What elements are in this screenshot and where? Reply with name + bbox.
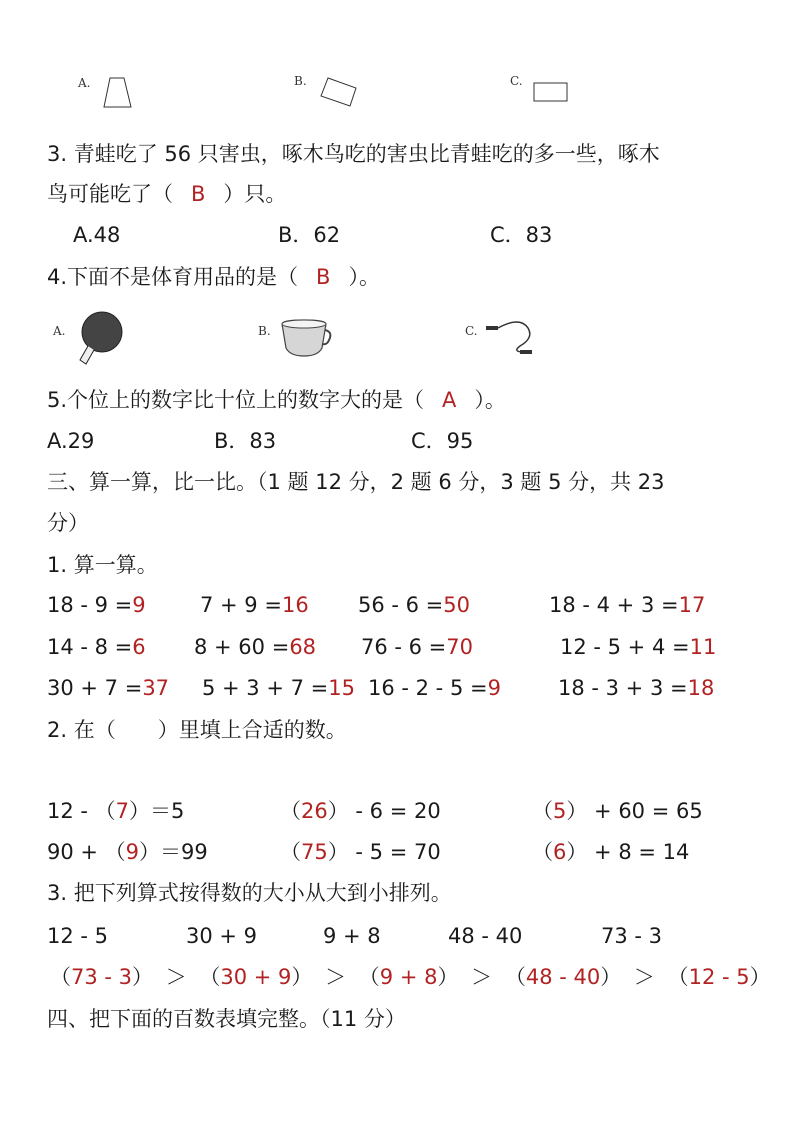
q5-option-a: A.29 [47, 429, 95, 453]
q4-answer: B [316, 265, 331, 289]
expr-1: 12 - 5 [47, 924, 109, 948]
ping-pong-paddle-icon [74, 310, 124, 370]
expr-4: 48 - 40 [448, 924, 523, 948]
calc-r1c2: 7 + 9 =16 [200, 593, 309, 617]
q4-option-c-label: C. [465, 324, 478, 338]
fill-r2c2: （75） - 5 = 70 [280, 840, 441, 864]
expr-2: 30 + 9 [186, 924, 258, 948]
q4-option-a-label: A. [53, 324, 66, 338]
calc-r1c1: 18 - 9 =9 [47, 593, 146, 617]
q3-line2: 鸟可能吃了（ B ）只。 [47, 182, 287, 206]
fill-r1c2: （26） - 6 = 20 [280, 799, 441, 823]
section4-title: 四、把下面的百数表填完整。（11 分） [47, 1007, 406, 1031]
teacup-icon [278, 318, 334, 360]
calc-r3c1: 30 + 7 =37 [47, 676, 170, 700]
calc-r2c4: 12 - 5 + 4 =11 [560, 635, 717, 659]
calc-r3c2: 5 + 3 + 7 =15 [202, 676, 355, 700]
section3-title-line2: 分） [47, 511, 89, 535]
q3-line1: 3. 青蛙吃了 56 只害虫，啄木鸟吃的害虫比青蛙吃的多一些，啄木 [47, 142, 660, 166]
part2-heading: 2. 在（ ）里填上合适的数。 [47, 718, 347, 742]
jump-rope-icon [484, 316, 540, 362]
section3-title-line1: 三、算一算，比一比。（1 题 12 分，2 题 6 分，3 题 5 分，共 23 [47, 470, 665, 494]
fill-r2c1: 90 + （9）＝99 [47, 840, 208, 864]
calc-r2c1: 14 - 8 =6 [47, 635, 146, 659]
q4-line: 4.下面不是体育用品的是（ B ）。 [47, 265, 380, 289]
fill-r1c3: （5） + 60 = 65 [532, 799, 703, 823]
calc-r1c4: 18 - 4 + 3 =17 [549, 593, 706, 617]
trapezoid-shape-icon [102, 76, 134, 110]
q3-answer: B [191, 182, 206, 206]
order-line: （73 - 3） ＞ （30 + 9） ＞ （9 + 8） ＞ （48 - 40） ＞ （12 - 5） [50, 965, 771, 989]
part3-heading: 3. 把下列算式按得数的大小从大到小排列。 [47, 881, 452, 905]
fill-r2c3: （6） + 8 = 14 [532, 840, 690, 864]
q5-option-b: B．83 [214, 429, 277, 453]
q3-option-c: C．83 [490, 223, 553, 247]
calc-r2c2: 8 + 60 =68 [194, 635, 317, 659]
expr-5: 73 - 3 [601, 924, 663, 948]
q5-answer: A [442, 388, 457, 412]
calc-r3c4: 18 - 3 + 3 =18 [558, 676, 715, 700]
q3-option-a: A.48 [73, 223, 121, 247]
parallelogram-shape-icon [318, 76, 362, 110]
fill-r1c1: 12 - （7）＝5 [47, 799, 185, 823]
calc-r2c3: 76 - 6 =70 [361, 635, 474, 659]
q5-line: 5.个位上的数字比十位上的数字大的是（ A ）。 [47, 388, 506, 412]
q4-option-b-label: B. [258, 324, 271, 338]
expr-3: 9 + 8 [323, 924, 381, 948]
calc-r3c3: 16 - 2 - 5 =9 [368, 676, 501, 700]
part1-heading: 1. 算一算。 [47, 553, 158, 577]
q3-option-b: B．62 [278, 223, 341, 247]
q5-option-c: C．95 [411, 429, 474, 453]
rectangle-shape-icon [533, 82, 569, 104]
option-c-label: C. [510, 74, 523, 88]
option-a-label: A. [78, 76, 91, 90]
calc-r1c3: 56 - 6 =50 [358, 593, 471, 617]
option-b-label: B. [294, 74, 307, 88]
